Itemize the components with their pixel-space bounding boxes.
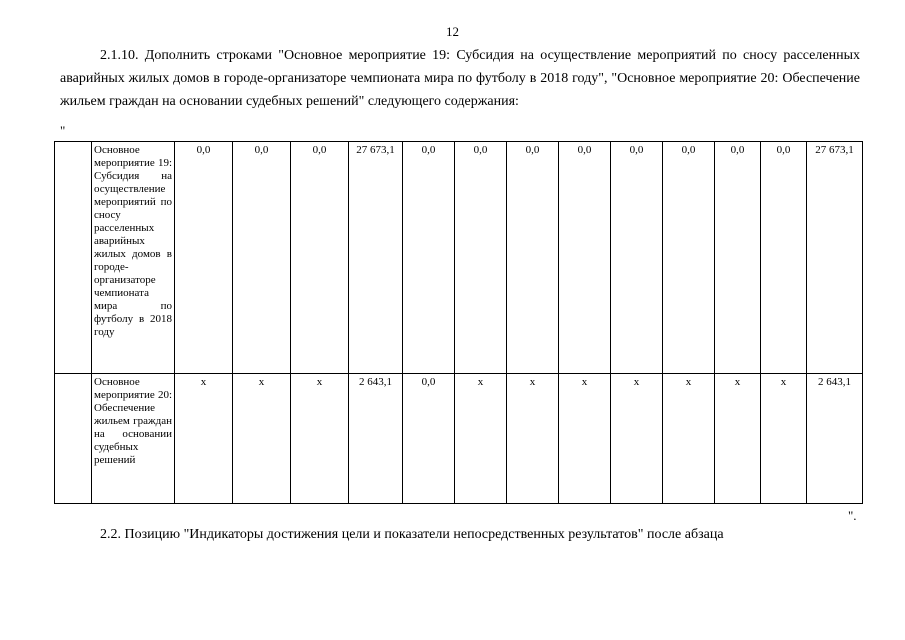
paragraph-amendment-2-2: 2.2. Позицию "Индикаторы достижения цели и показатели непосредственных результатов" после абзаца (100, 527, 724, 542)
table-cell-value: x (455, 374, 507, 504)
opening-quote-mark: " (60, 123, 66, 138)
table-cell-value: 0,0 (403, 374, 455, 504)
table-cell-value: x (611, 374, 663, 504)
table-cell-activity-name: Основное мероприятие 20: Обеспечение жильем граждан на основании судебных решений (92, 374, 175, 504)
table-cell-value: 0,0 (611, 142, 663, 374)
table-cell-value: 0,0 (761, 142, 807, 374)
table-cell-activity-name: Основное мероприятие 19: Субсидия на осуществление мероприятий по сносу расселенных аварийных жилых домов в городе-организаторе чемпионата мира по футболу в 2018 году (92, 142, 175, 374)
table-cell-value: 0,0 (559, 142, 611, 374)
table-cell-value: 2 643,1 (349, 374, 403, 504)
table-cell-value: 0,0 (291, 142, 349, 374)
table-cell-value: 0,0 (455, 142, 507, 374)
table-cell-empty (55, 142, 92, 374)
budget-table (54, 141, 863, 504)
table-cell-value: 2 643,1 (807, 374, 863, 504)
table-cell-value: x (761, 374, 807, 504)
table-cell-value: 27 673,1 (807, 142, 863, 374)
table-cell-value: x (291, 374, 349, 504)
table-cell-value: x (559, 374, 611, 504)
table-cell-value: 0,0 (175, 142, 233, 374)
table-cell-value: x (175, 374, 233, 504)
table-cell-value: 27 673,1 (349, 142, 403, 374)
table-row (55, 142, 863, 374)
table-cell-value: 0,0 (403, 142, 455, 374)
closing-quote-mark: ". (848, 508, 857, 523)
table-cell-value: x (715, 374, 761, 504)
table-row (55, 374, 863, 504)
table-cell-value: 0,0 (663, 142, 715, 374)
table-cell-value: x (233, 374, 291, 504)
page-number: 12 (446, 24, 459, 39)
table-cell-value: 0,0 (233, 142, 291, 374)
table-cell-value: 0,0 (715, 142, 761, 374)
paragraph-amendment-2-1-10: 2.1.10. Дополнить строками "Основное мероприятие 19: Субсидия на осуществление мероприятий по сносу расселенных аварийных жилых домов в городе-организаторе чемпионата мира по футболу в 2018 году", "Основное мероприятие 20: Обеспечение жильем граждан на основании судебных решений" следующего содержания: (60, 48, 860, 109)
table-cell-value: x (507, 374, 559, 504)
table-cell-value: x (663, 374, 715, 504)
table-cell-empty (55, 374, 92, 504)
table-cell-value: 0,0 (507, 142, 559, 374)
